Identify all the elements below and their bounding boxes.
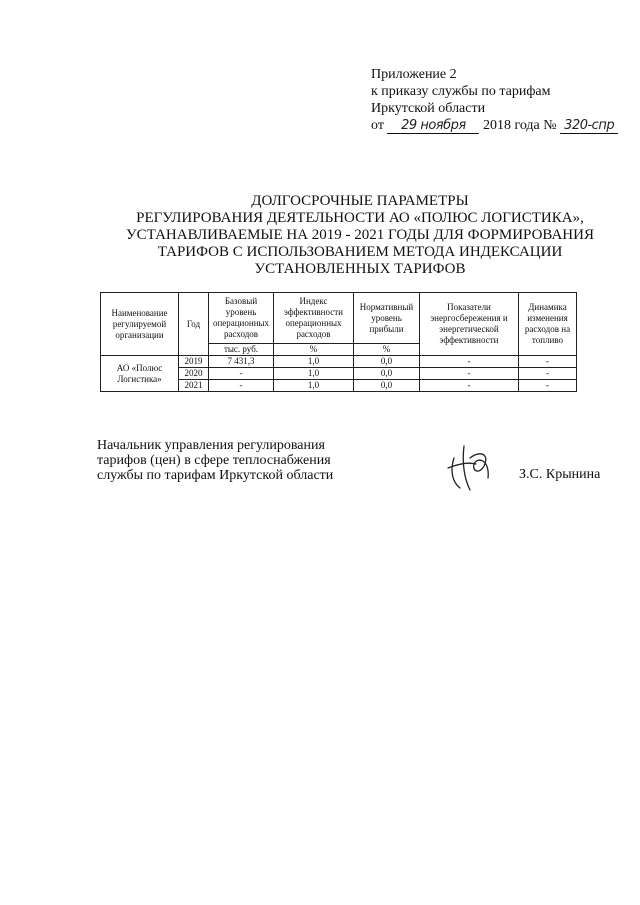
unit-index: % <box>274 344 354 356</box>
appendix-order-ref: к приказу службы по тарифам <box>371 84 551 99</box>
profit-cell: 0,0 <box>354 356 420 368</box>
date-prefix: от <box>371 118 384 133</box>
index-cell: 1,0 <box>274 356 354 368</box>
base-cell: - <box>209 368 274 380</box>
signature-block <box>97 438 397 483</box>
appendix-date-line <box>371 117 631 134</box>
unit-base: тыс. руб. <box>209 344 274 356</box>
title-line: УСТАНАВЛИВАЕМЫЕ НА 2019 - 2021 ГОДЫ ДЛЯ ФОРМИРОВАНИЯ <box>126 227 594 243</box>
fuel-cell: - <box>519 368 577 380</box>
header-profit: Нормативный уровень прибыли <box>354 293 420 344</box>
index-cell: 1,0 <box>274 380 354 392</box>
header-base: Базовый уровень операционных расходов <box>209 293 274 344</box>
unit-profit: % <box>354 344 420 356</box>
handwritten-signature <box>440 438 500 498</box>
signer-position-line: Начальник управления регулирования <box>97 438 325 453</box>
table-header-row <box>101 293 577 344</box>
fuel-cell: - <box>519 380 577 392</box>
header-fuel: Динамика изменения расходов на топливо <box>519 293 577 356</box>
title-line: УСТАНОВЛЕННЫХ ТАРИФОВ <box>254 261 466 277</box>
energy-cell: - <box>420 380 519 392</box>
signer-position-line: тарифов (цен) в сфере теплоснабжения <box>97 453 331 468</box>
profit-cell: 0,0 <box>354 380 420 392</box>
handwritten-date: 29 ноября <box>387 118 479 134</box>
title-line: РЕГУЛИРОВАНИЯ ДЕЯТЕЛЬНОСТИ АО «ПОЛЮС ЛОГИСТИКА», <box>136 210 584 226</box>
energy-cell: - <box>420 356 519 368</box>
title-line: ДОЛГОСРОЧНЫЕ ПАРАМЕТРЫ <box>251 193 469 209</box>
base-cell: - <box>209 380 274 392</box>
handwritten-order-number: 320-спр <box>560 118 618 134</box>
signer-name: З.С. Крынина <box>519 467 601 482</box>
fuel-cell: - <box>519 356 577 368</box>
year-text: 2018 года № <box>482 118 557 133</box>
year-cell: 2020 <box>179 368 209 380</box>
title-line: ТАРИФОВ С ИСПОЛЬЗОВАНИЕМ МЕТОДА ИНДЕКСАЦИИ <box>157 244 563 260</box>
appendix-header <box>371 66 631 134</box>
appendix-title: Приложение 2 <box>371 67 457 82</box>
parameters-table <box>100 292 577 392</box>
header-year: Год <box>179 293 209 356</box>
table-row <box>101 356 577 368</box>
year-cell: 2019 <box>179 356 209 368</box>
org-name-cell: АО «Полюс Логистика» <box>101 356 179 392</box>
energy-cell: - <box>420 368 519 380</box>
profit-cell: 0,0 <box>354 368 420 380</box>
header-index: Индекс эффективности операционных расходов <box>274 293 354 344</box>
document-title <box>90 193 630 278</box>
header-energy: Показатели энергосбережения и энергетической эффективности <box>420 293 519 356</box>
year-cell: 2021 <box>179 380 209 392</box>
base-cell: 7 431,3 <box>209 356 274 368</box>
header-org: Наименование регулируемой организации <box>101 293 179 356</box>
signer-position-line: службы по тарифам Иркутской области <box>97 468 334 483</box>
index-cell: 1,0 <box>274 368 354 380</box>
appendix-region: Иркутской области <box>371 101 486 116</box>
